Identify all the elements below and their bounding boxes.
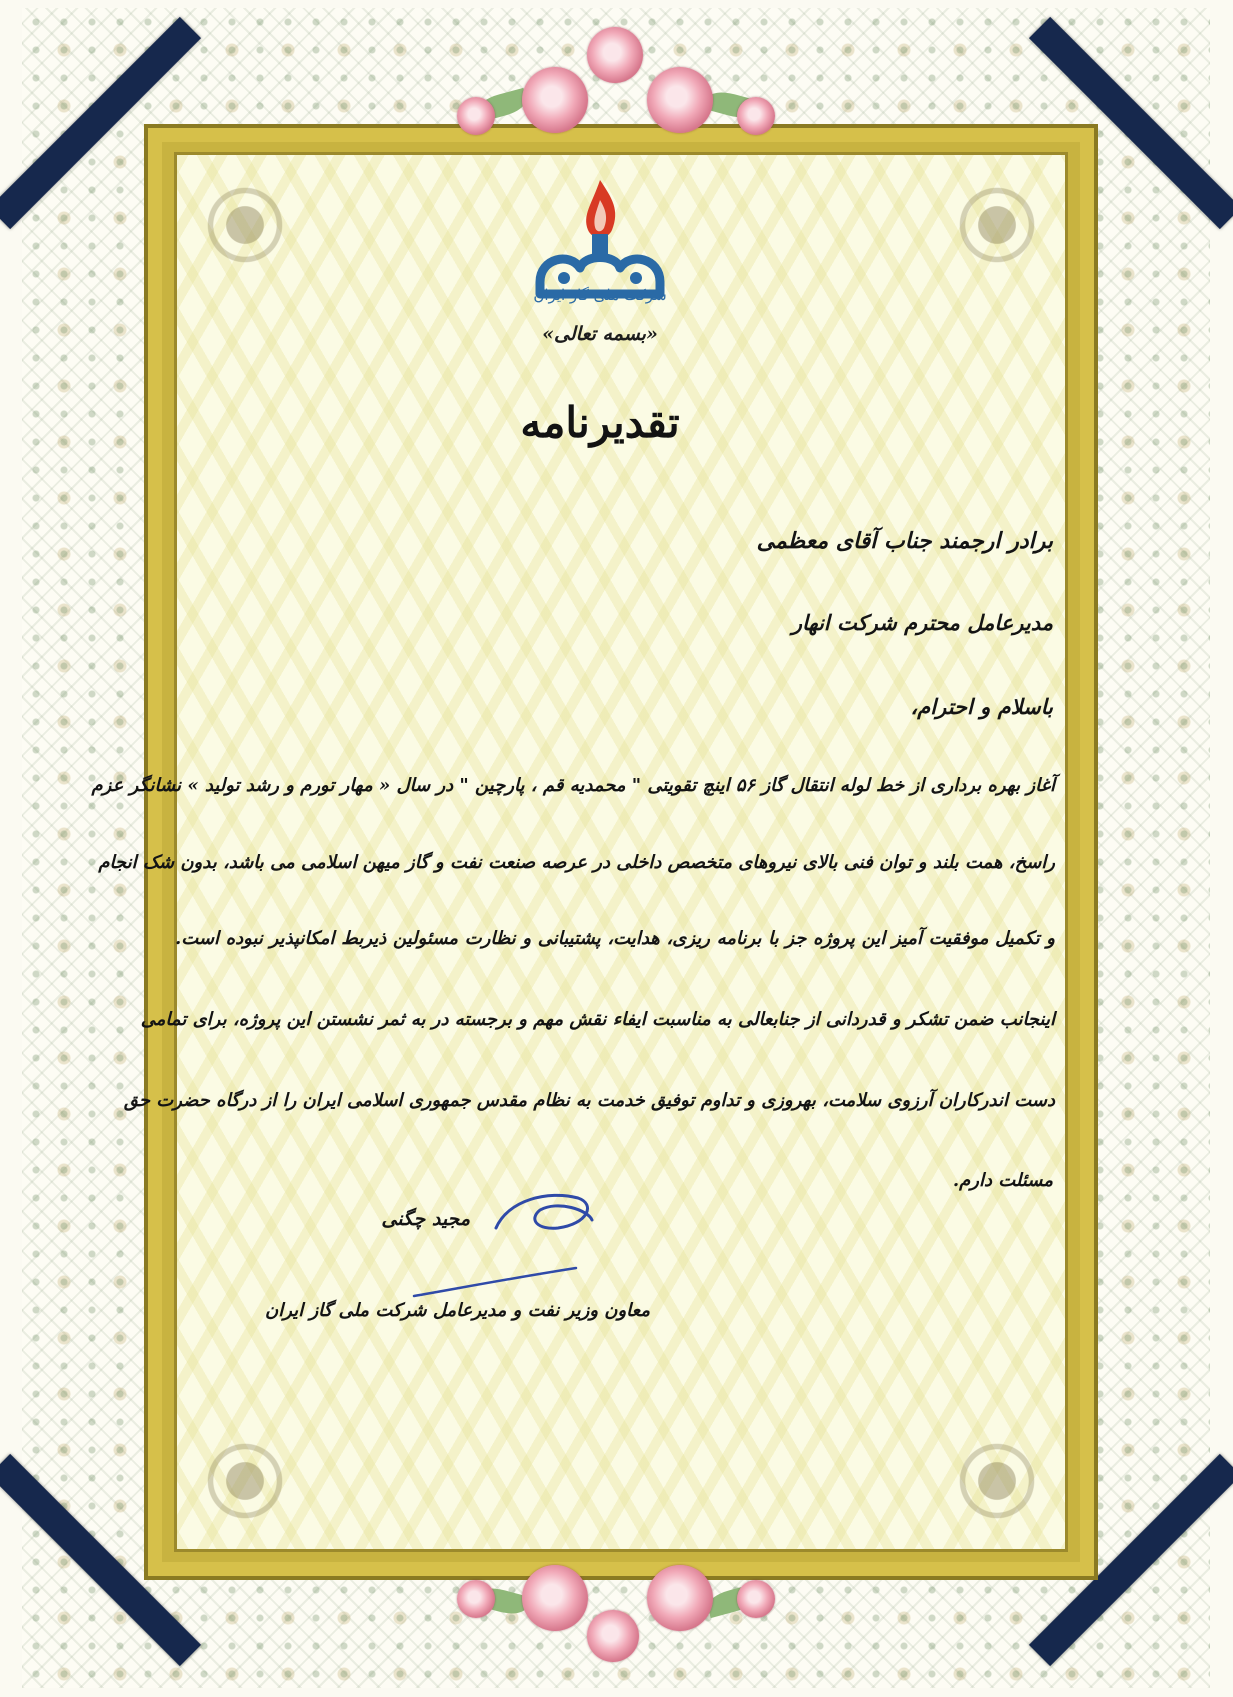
body-line: دست اندرکاران آرزوی سلامت، بهروزی و تداوم توفیق خدمت به نظام مقدس جمهوری اسلامی ایران را از درگاه حضرت حق (123, 1090, 1055, 1111)
recipient-position: مدیرعامل محترم شرکت انهار (791, 610, 1053, 635)
signature-stroke (410, 1262, 580, 1302)
ornament-bottom-right (932, 1416, 1062, 1546)
greeting: باسلام و احترام، (910, 694, 1053, 719)
signer-title: معاون وزیر نفت و مدیرعامل شرکت ملی گاز ایران (265, 1300, 650, 1321)
ornament-top-left (180, 160, 310, 290)
body-closing: مسئلت دارم. (952, 1170, 1053, 1191)
handwritten-signature (488, 1180, 598, 1240)
signer-name: مجید چگنی (381, 1208, 470, 1230)
ornament-bottom-left (180, 1416, 310, 1546)
basmala: «بسمه تعالی» (542, 323, 658, 345)
recipient-salutation: برادر ارجمند جناب آقای معظمی (756, 528, 1053, 554)
body-line: و تکمیل موفقیت آمیز این پروژه جز با برنامه ریزی، هدایت، پشتیبانی و نظارت مسئولین ذیربط امکانپذیر نبوده است. (175, 928, 1055, 949)
rose-ornament-bottom (437, 1560, 797, 1680)
certificate-title: تقدیرنامه (520, 398, 680, 447)
body-line: آغاز بهره برداری از خط لوله انتقال گاز ۵۶ اینچ تقویتی " محمدیه قم ، پارچین " در سال « مهار تورم و رشد تولید » نشانگر عزم (91, 775, 1055, 796)
body-line: راسخ، همت بلند و توان فنی بالای نیروهای متخصص داخلی در عرصه صنعت نفت و گاز میهن اسلامی می باشد، بدون شک انجام (98, 852, 1055, 873)
body-line: اینجانب ضمن تشکر و قدردانی از جنابعالی به مناسبت ایفاء نقش مهم و برجسته در به ثمر نشستن این پروژه، برای تمامی (140, 1009, 1055, 1030)
logo-caption: شرکت ملی گاز ایران (533, 286, 667, 304)
rose-ornament-top (437, 22, 797, 142)
ornament-top-right (932, 160, 1062, 290)
